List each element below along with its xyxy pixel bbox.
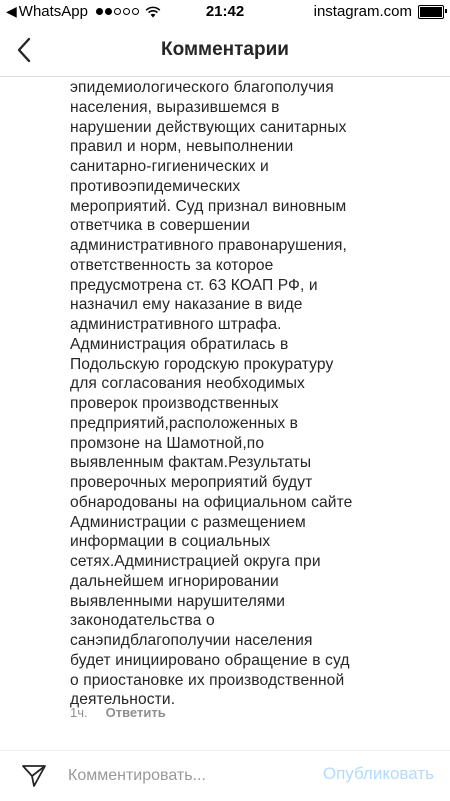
back-to-app-icon[interactable]: ◀ xyxy=(6,3,17,19)
comment-time: 1ч. xyxy=(70,705,88,720)
comment-meta xyxy=(70,705,166,720)
page-title: Комментарии xyxy=(161,39,289,60)
reply-button[interactable]: Ответить xyxy=(105,705,166,720)
comment-list[interactable] xyxy=(0,77,450,750)
paper-plane-icon[interactable] xyxy=(20,762,48,790)
nav-header xyxy=(0,24,450,77)
status-time: 21:42 xyxy=(205,3,245,20)
battery-icon xyxy=(418,5,444,19)
comment-text: эпидемиологического благополучия населения, выразившемся в нарушении действующих санитарных правил и норм, невыполнении санитарно-гигиенических и противоэпидемических мероприятий. Суд признал виновным ответчика в совершении административного правонарушения, ответственность за которое предусмотрена ст. 63 КОАП РФ, и назначил ему наказание в виде административного штрафа. Администрация обратилась в Подольскую городскую прокуратуру для согласования необходимых проверок производственных предприятий,расположенных в промзоне на Шамотной,по выявленным фактам.Результаты проверочных мероприятий будут обнародованы на официальном сайте Администрации с размещением информации в социальных сетях.Администрацией округа при дальнейшем игнорировании выявленными нарушителями законодательства о санэпидблагополучии населения будет инициировано обращение в суд о приостановке их производственной деятельности. xyxy=(70,79,353,709)
status-bar xyxy=(0,0,450,24)
comment-input[interactable] xyxy=(68,759,283,793)
status-right xyxy=(314,3,444,20)
battery-level xyxy=(420,7,442,17)
compose-bar xyxy=(0,750,450,801)
status-url: instagram.com xyxy=(313,3,412,20)
publish-button[interactable]: Опубликовать xyxy=(322,764,434,783)
back-to-app-label[interactable]: WhatsApp xyxy=(18,3,88,20)
